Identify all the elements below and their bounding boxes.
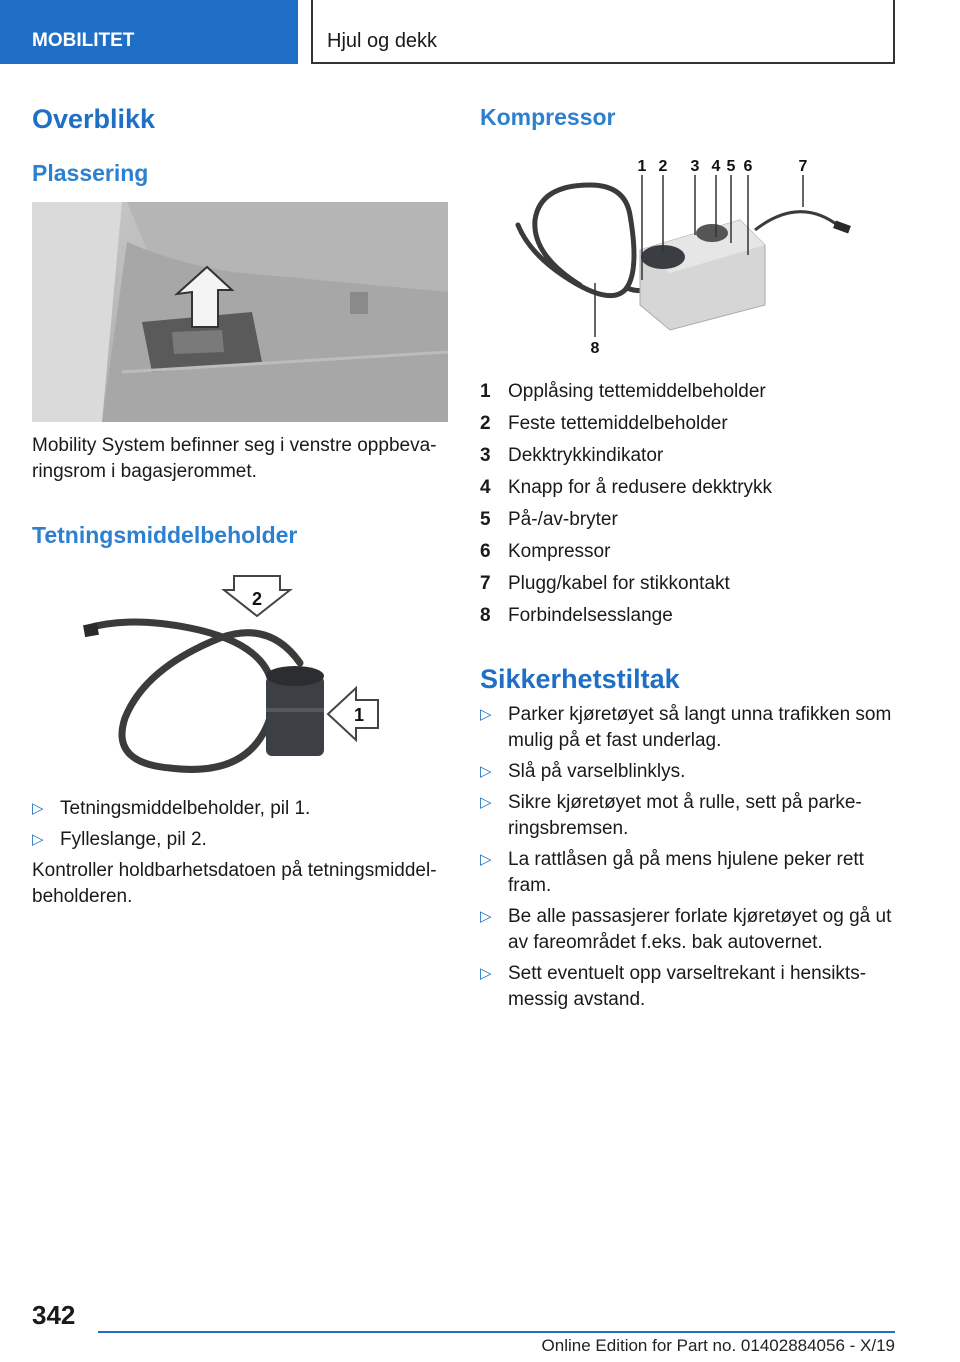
page-number: 342 [32, 1300, 76, 1330]
heading-safety: Sikkerhetstiltak [480, 664, 680, 694]
list-item: 5 På-/av-bryter [480, 509, 618, 530]
callout-2: 2 [251, 589, 263, 609]
list-item: 2 Feste tettemiddelbeholder [480, 413, 728, 434]
sealant-container-image [70, 568, 390, 780]
callout-2: 2 [658, 158, 668, 175]
page-title: Overblikk [32, 104, 156, 134]
callout-5: 5 [726, 158, 736, 175]
compressor-parts-list [480, 381, 900, 637]
chapter-header [311, 0, 895, 64]
callout-3: 3 [690, 158, 700, 175]
list-item: 8 Forbindelsesslange [480, 605, 673, 626]
callout-6: 6 [743, 158, 753, 175]
list-item: ▷ Be alle passasjerer forlate kjøretøyet og gå ut av fareområdet f.eks. bak autovernet. [480, 906, 892, 953]
list-item: 6 Kompressor [480, 541, 611, 562]
heading-compressor: Kompressor [480, 104, 616, 130]
footer-edition: Online Edition for Part no. 01402884056 - X/19 [541, 1336, 895, 1355]
list-item: ▷ La rattlåsen gå på mens hjulene peker rett fram. [480, 849, 864, 896]
location-text: Mobility System befinner seg i venstre oppbeva-ringsrom i bagasjerommet. [32, 435, 437, 482]
list-item: 4 Knapp for å redusere dekktrykk [480, 477, 773, 498]
list-item: ▷ Tetningsmiddelbeholder, pil 1. [32, 796, 452, 822]
list-item: 1 Opplåsing tettemiddelbeholder [480, 381, 766, 402]
chapter-label: Hjul og dekk [327, 30, 438, 52]
triangle-bullet-icon: ▷ [480, 908, 492, 925]
callout-7: 7 [798, 158, 808, 175]
heading-location: Plassering [32, 160, 149, 186]
trunk-compartment-image [32, 202, 448, 422]
safety-bullets [480, 702, 900, 1018]
triangle-bullet-icon: ▷ [480, 965, 492, 982]
callout-4: 4 [711, 158, 721, 175]
triangle-bullet-icon: ▷ [480, 794, 492, 811]
triangle-bullet-icon: ▷ [480, 851, 492, 868]
triangle-bullet-icon: ▷ [32, 831, 44, 848]
callout-1: 1 [353, 705, 365, 725]
callout-8: 8 [590, 340, 600, 357]
section-tab [0, 0, 298, 64]
container-bullets [32, 796, 452, 858]
list-item: ▷ Sikre kjøretøyet mot å rulle, sett på parke-ringsbremsen. [480, 792, 862, 839]
section-label: MOBILITET [32, 30, 135, 51]
callout-1: 1 [637, 158, 647, 175]
list-item: ▷ Slå på varselblinklys. [480, 759, 900, 785]
triangle-bullet-icon: ▷ [32, 800, 44, 817]
container-note: Kontroller holdbarhetsdatoen på tetningsmiddel-beholderen. [32, 860, 437, 907]
list-item: ▷ Parker kjøretøyet så langt unna trafikken som mulig på et fast underlag. [480, 704, 892, 751]
list-item: ▷ Fylleslange, pil 2. [32, 827, 452, 853]
list-item: ▷ Sett eventuelt opp varseltrekant i hensikts-messig avstand. [480, 963, 867, 1010]
triangle-bullet-icon: ▷ [480, 763, 492, 780]
list-item: 3 Dekktrykkindikator [480, 445, 664, 466]
list-item: 7 Plugg/kabel for stikkontakt [480, 573, 730, 594]
triangle-bullet-icon: ▷ [480, 706, 492, 723]
compressor-image [500, 155, 860, 360]
heading-container: Tetningsmiddelbeholder [32, 522, 298, 548]
footer-divider [98, 1331, 895, 1333]
